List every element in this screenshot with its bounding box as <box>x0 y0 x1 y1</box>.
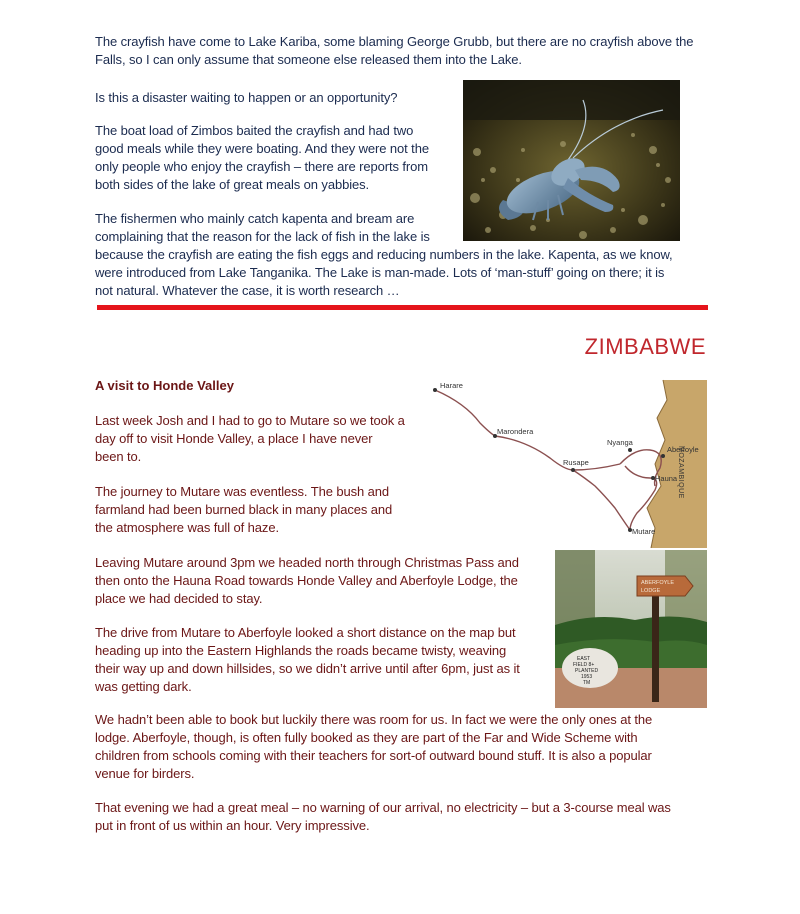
story-paragraph-line: children from schools coming with their teachers for sort-of outward bound stuff. It is also a popular <box>95 748 652 763</box>
story-paragraph-line: the atmosphere was full of haze. <box>95 520 279 535</box>
story-paragraph-line: Leaving Mutare around 3pm we headed north through Christmas Pass and <box>95 555 519 570</box>
rock-text: FIELD 8+ <box>573 662 595 668</box>
story-paragraph-line: venue for birders. <box>95 766 195 781</box>
rock-text: 1953 <box>581 674 593 680</box>
crayfish-paragraph-line: The boat load of Zimbos baited the crayfish and had two <box>95 123 414 138</box>
crayfish-question: Is this a disaster waiting to happen or an opportunity? <box>95 90 398 105</box>
crayfish-paragraph-line: because the crayfish are eating the fish eggs and reducing numbers in the lake. Kapenta, as we know, <box>95 247 673 262</box>
story-paragraph-line: The journey to Mutare was eventless. The bush and <box>95 484 390 499</box>
rock-text: EAST <box>577 656 591 662</box>
map-label-nyanga: Nyanga <box>607 438 633 447</box>
map-label-rusape: Rusape <box>563 458 589 467</box>
story-paragraph-line: Last week Josh and I had to go to Mutare so we took a <box>95 413 405 428</box>
map-label-harare: Harare <box>440 381 463 390</box>
story-paragraph-line: heading up into the Eastern Highlands the roads became twisty, weaving <box>95 643 507 658</box>
map-label-mozambique: MOZAMBIQUE <box>677 446 684 499</box>
story-paragraph-line: their way up and down hillsides, so we didn’t arrive until after 6pm, just as it <box>95 661 520 676</box>
story-paragraph-line: then onto the Hauna Road towards Honde Valley and Aberfoyle Lodge, the <box>95 573 518 588</box>
story-paragraph-line: lodge. Aberfoyle, though, is often fully booked as they are part of the Far and Wide Scheme with <box>95 730 638 745</box>
section-divider <box>97 305 708 310</box>
rock-text: TM <box>583 680 591 686</box>
crayfish-paragraph-line: were introduced from Lake Tanganika. The Lake is man-made. Lots of ‘man-stuff’ going on there; it is <box>95 265 665 280</box>
route-map <box>425 378 707 548</box>
sign-text: LODGE <box>641 588 661 594</box>
story-paragraph-line: put in front of us within an hour. Very impressive. <box>95 818 370 833</box>
story-paragraph-line: farmland had been burned black in many places and <box>95 502 393 517</box>
map-label-aberfoyle: Aberfoyle <box>667 445 699 454</box>
map-label-mutare: Mutare <box>632 527 656 536</box>
story-paragraph-line: was getting dark. <box>95 679 192 694</box>
story-paragraph-line: place we had decided to stay. <box>95 591 263 606</box>
crayfish-paragraph-line: not natural. Whatever the case, it is worth research … <box>95 283 400 298</box>
crayfish-photo <box>463 80 680 241</box>
story-paragraph-line: The drive from Mutare to Aberfoyle looked a short distance on the map but <box>95 625 516 640</box>
map-label-marondera: Marondera <box>497 427 534 436</box>
story-paragraph-line: That evening we had a great meal – no warning of our arrival, no electricity – but a 3-course meal was <box>95 800 671 815</box>
sign-text: ABERFOYLE <box>641 580 675 586</box>
map-label-hauna: Hauna <box>655 474 678 483</box>
section-title: ZIMBABWE <box>584 334 706 359</box>
story-paragraph-line: day off to visit Honde Valley, a place I have never <box>95 431 373 446</box>
rock-text: PLANTED <box>575 668 599 674</box>
lodge-sign-photo <box>555 550 707 708</box>
crayfish-paragraph-line: only people who enjoy the crayfish – there are reports from <box>95 159 429 174</box>
crayfish-paragraph-line: good meals while they were boating. And they were not the <box>95 141 429 156</box>
roads <box>435 390 661 530</box>
crayfish-paragraph-line: Falls, so I can only assume that someone else released them into the Lake. <box>95 52 522 67</box>
story-paragraph-line: been to. <box>95 449 142 464</box>
article-subheading: A visit to Honde Valley <box>95 378 234 393</box>
crayfish-paragraph-line: The crayfish have come to Lake Kariba, some blaming George Grubb, but there are no crayfish above the <box>95 34 694 49</box>
crayfish-paragraph-line: complaining that the reason for the lack of fish in the lake is <box>95 229 430 244</box>
story-paragraph-line: We hadn’t been able to book but luckily there was room for us. In fact we were the only ones at the <box>95 712 653 727</box>
mozambique-land <box>647 380 707 548</box>
crayfish-paragraph-line: The fishermen who mainly catch kapenta and bream are <box>95 211 415 226</box>
crayfish-paragraph-line: both sides of the lake of great meals on yabbies. <box>95 177 370 192</box>
